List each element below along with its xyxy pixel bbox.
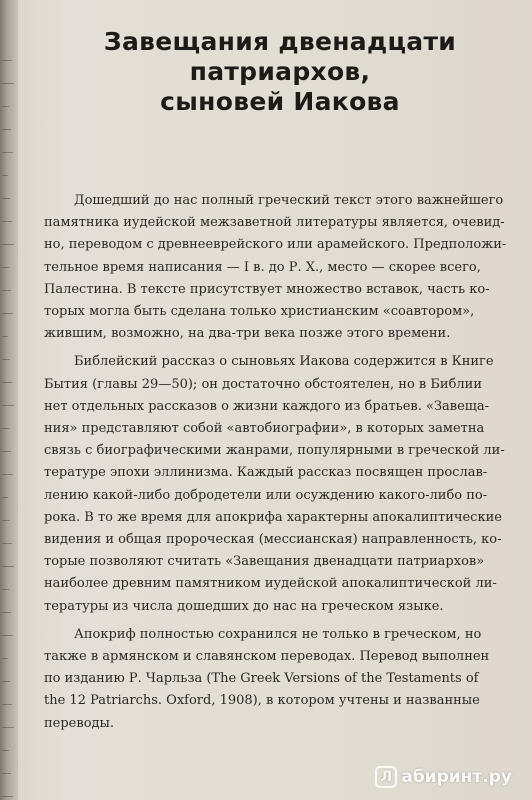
text-line: связь с биографическими жанрами, популярными в греческой ли- <box>44 443 505 459</box>
chapter-title-line-3: сыновей Иакова <box>160 86 400 116</box>
text-line: Библейский рассказ о сыновьях Иакова содержится в Книге <box>74 354 494 370</box>
edge-text-trace <box>2 727 14 728</box>
labirint-logo-icon: Л <box>375 766 397 788</box>
text-line: Апокриф полностью сохранился не только в греческом, но <box>74 626 482 642</box>
watermark-text: абиринт.ру <box>401 767 512 787</box>
edge-text-trace <box>2 474 13 475</box>
edge-text-trace <box>2 451 11 452</box>
text-line: Дошедший до нас полный греческий текст этого важнейшего <box>74 193 504 208</box>
edge-text-trace <box>2 83 14 84</box>
edge-text-trace <box>2 267 9 268</box>
edge-text-trace <box>2 175 8 176</box>
edge-text-trace <box>2 359 10 360</box>
text-line: по изданию Р. Чарльза (The Greek Versions of the Testaments of <box>44 671 479 687</box>
edge-text-trace <box>2 221 12 222</box>
edge-text-trace <box>2 313 13 314</box>
text-line: лению какой-либо добродетели или осуждению какого-либо по- <box>44 487 488 503</box>
edge-text-trace <box>2 773 11 774</box>
text-line: тельное время написания — I в. до Р. Х., место — скорее всего, <box>44 259 481 275</box>
text-line: Палестина. В тексте присутствует множество вставок, часть ко- <box>44 281 490 297</box>
edge-text-trace <box>2 681 10 682</box>
paragraph <box>44 351 506 617</box>
edge-text-trace <box>2 520 10 521</box>
labirint-watermark <box>375 766 512 788</box>
facing-page-edge <box>0 0 18 800</box>
text-line: переводы. <box>44 715 115 731</box>
chapter-title-line-1: Завещания двенадцати <box>103 26 457 56</box>
text-line: также в армянском и славянском переводах. Перевод выполнен <box>44 649 490 665</box>
text-line: памятника иудейской межзаветной литературы является, очевид- <box>44 215 505 231</box>
edge-text-trace <box>2 704 12 705</box>
edge-text-trace <box>2 198 10 199</box>
edge-text-trace <box>2 244 14 245</box>
text-line: торых могла быть сделана только христианским «соавтором», <box>44 304 475 320</box>
edge-text-trace <box>2 106 9 107</box>
edge-text-trace <box>2 750 9 751</box>
text-line: тературы из числа дошедших до нас на греческом языке. <box>44 598 444 614</box>
edge-text-trace <box>2 497 8 498</box>
edge-text-trace <box>2 152 13 153</box>
text-line: the 12 Patriarchs. Oxford, 1908), в котором учтены и названные <box>44 693 480 709</box>
text-line: наиболее древним памятником иудейской апокалиптической ли- <box>44 576 497 592</box>
chapter-title-line-2: патриархов, <box>189 56 371 86</box>
edge-text-trace <box>2 658 8 659</box>
text-line: но, переводом с древнееврейского или арамейского. Предположи- <box>44 237 507 253</box>
text-line: нет отдельных рассказов о жизни каждого из братьев. «Завеща- <box>44 398 490 414</box>
edge-text-trace <box>2 796 13 797</box>
text-line: жившим, возможно, на два-три века позже этого времени. <box>44 326 451 342</box>
text-line: Бытия (главы 29—50); он достаточно обстоятелен, но в Библии <box>44 376 482 392</box>
edge-text-trace <box>2 405 14 406</box>
edge-text-trace <box>2 566 14 567</box>
edge-text-trace <box>2 336 8 337</box>
text-line: видения и общая пророческая (мессианская) направленность, ко- <box>44 532 502 548</box>
text-line: рока. В то же время для апокрифа характерны апокалиптические <box>44 509 502 525</box>
text-line: ния» представляют собой «автобиографии», в которых заметна <box>44 421 485 437</box>
paragraph <box>44 190 506 345</box>
paragraph <box>44 624 506 735</box>
edge-text-trace <box>2 428 9 429</box>
body-text <box>44 190 506 741</box>
edge-text-trace <box>2 129 11 130</box>
edge-text-trace <box>2 612 11 613</box>
edge-text-trace <box>2 290 11 291</box>
edge-text-trace <box>2 589 9 590</box>
edge-text-trace <box>2 382 12 383</box>
text-line: тературе эпохи эллинизма. Каждый рассказ посвящен прослав- <box>44 465 488 481</box>
edge-text-trace <box>2 543 12 544</box>
edge-text-trace <box>2 635 13 636</box>
text-line: торые позволяют считать «Завещания двенадцати патриархов» <box>44 554 485 570</box>
edge-text-trace <box>2 60 12 61</box>
chapter-title <box>60 27 500 117</box>
